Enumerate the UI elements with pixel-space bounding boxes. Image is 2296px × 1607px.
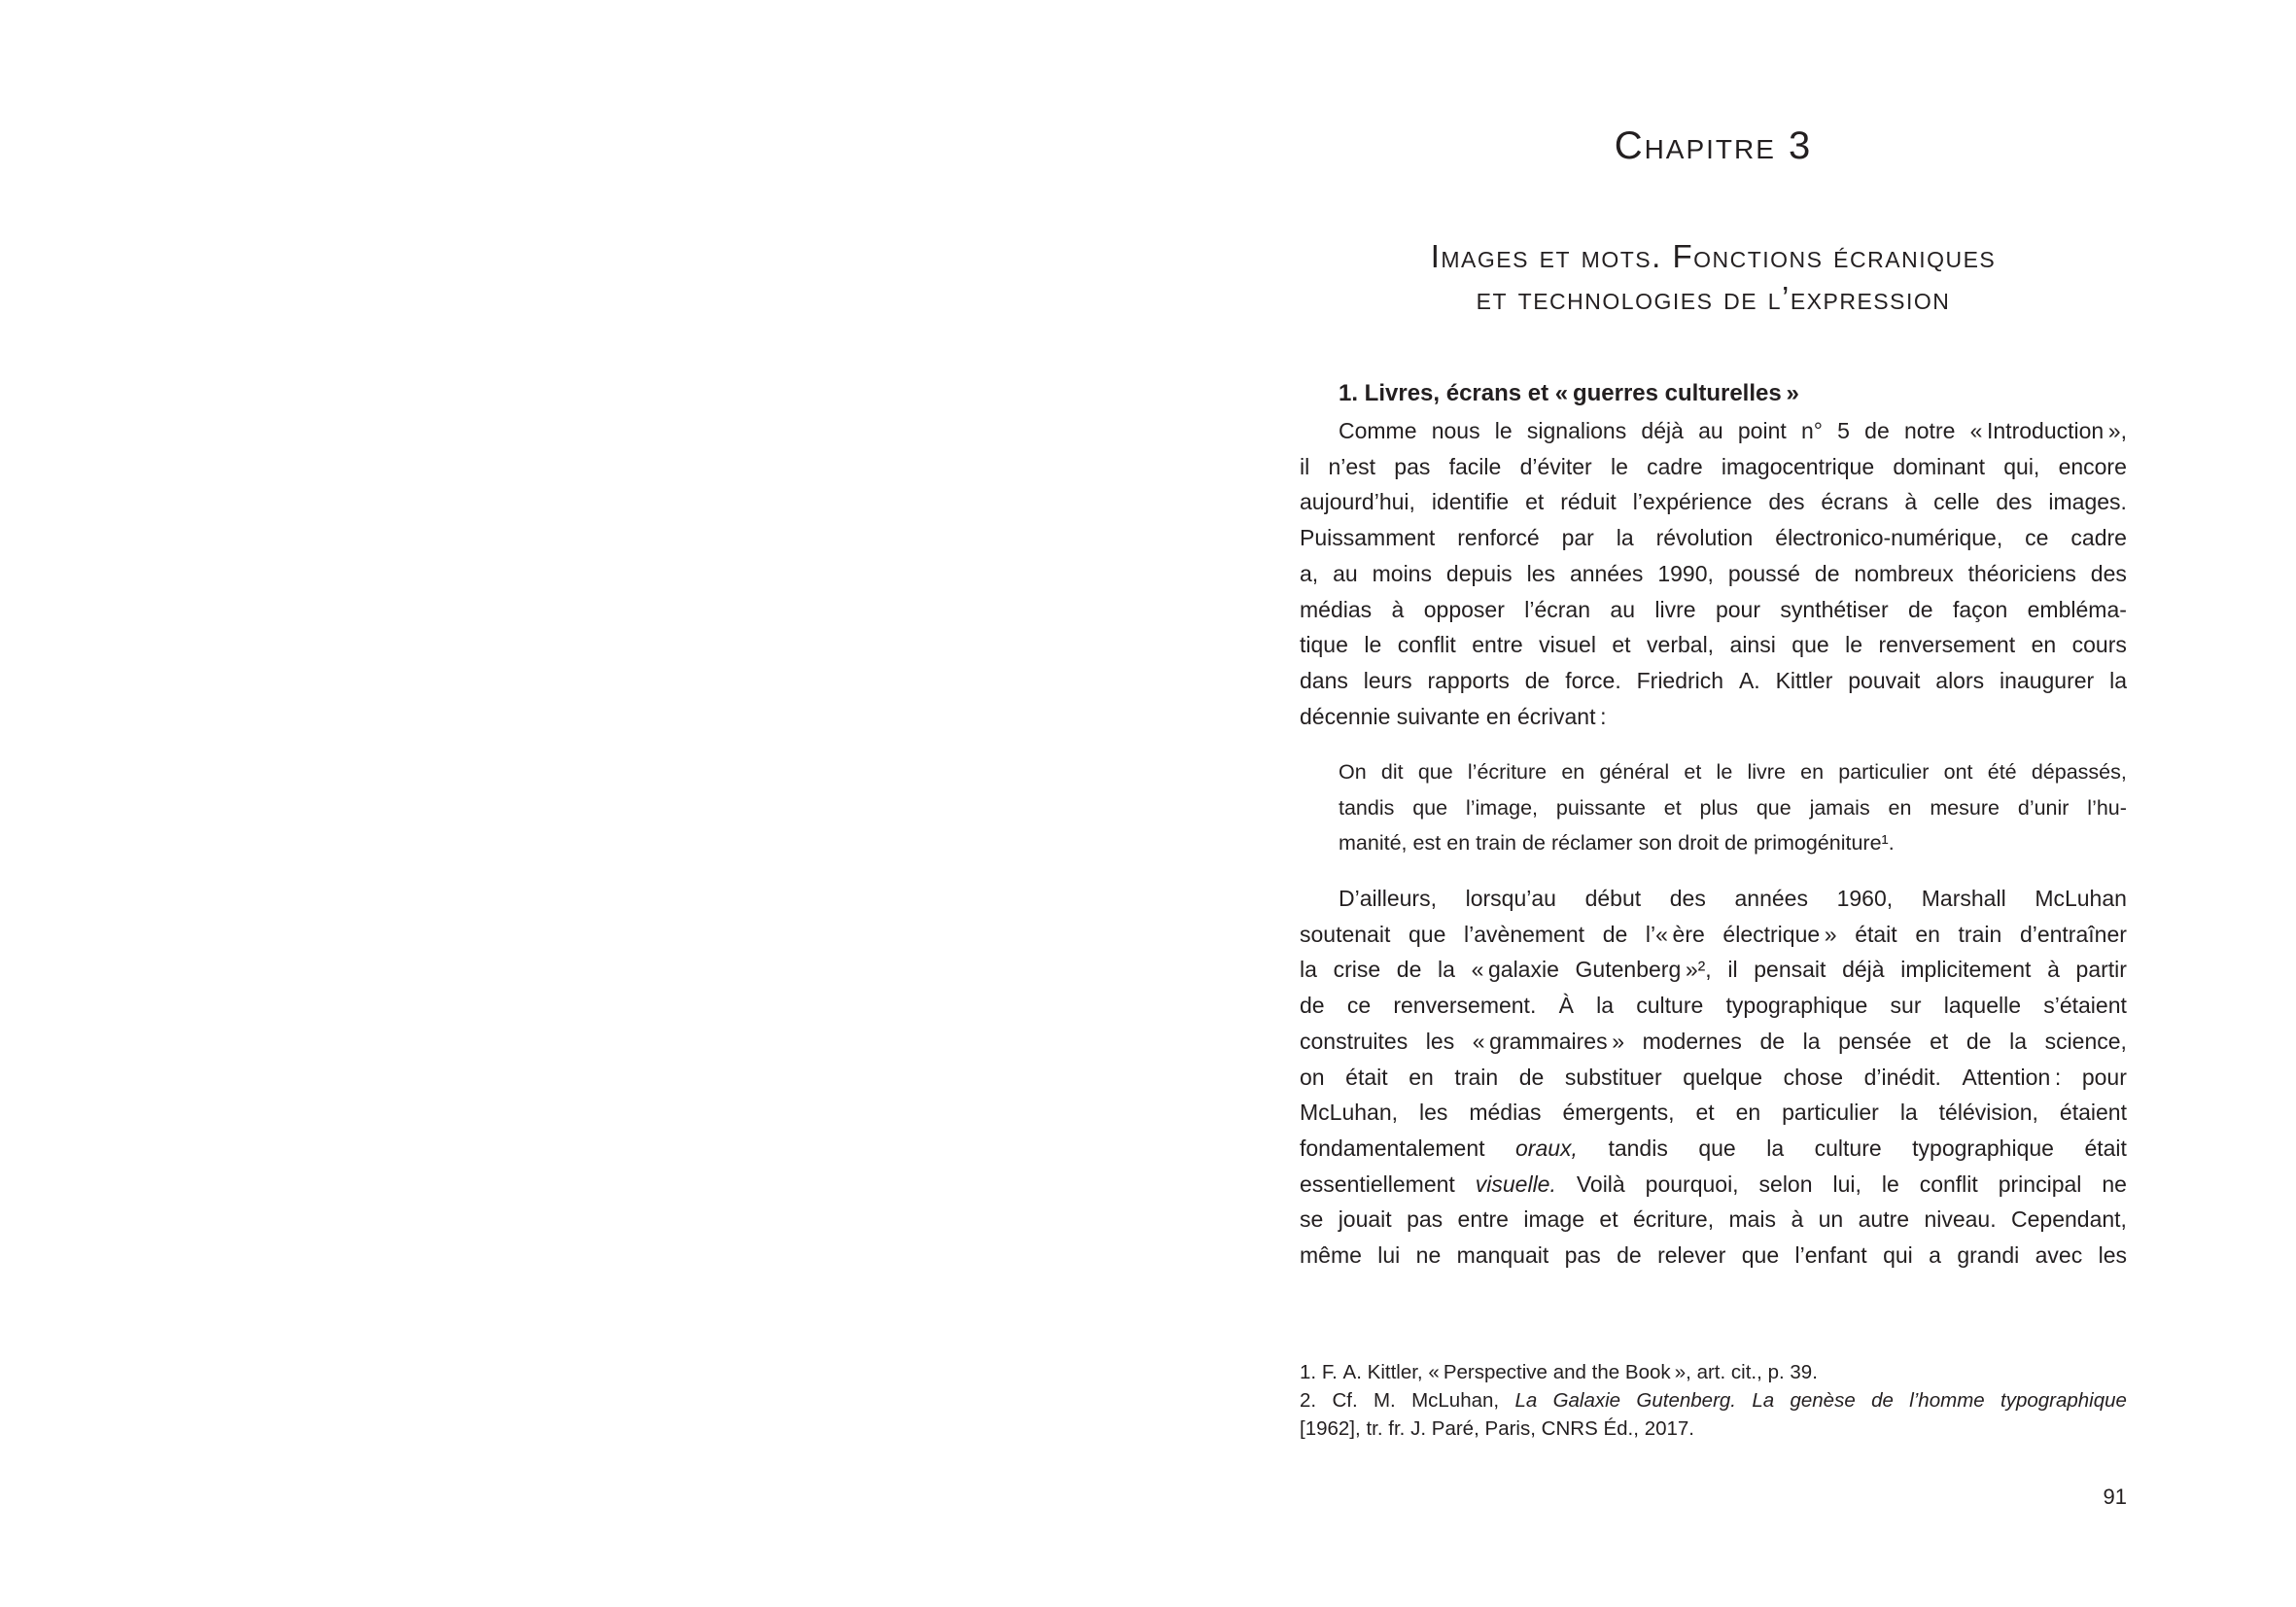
footnotes [1300, 1358, 2127, 1443]
text-line: On dit que l’écriture en général et le livre en particulier ont été dépassés, [1339, 760, 2127, 784]
chapter-title [1300, 235, 2127, 319]
text-line: même lui ne manquait pas de relever que l’enfant qui a grandi avec les [1300, 1242, 2127, 1269]
text-line: soutenait que l’avènement de l’« ère électrique » était en train d’entraîner [1300, 921, 2127, 947]
paragraph-1 [1300, 413, 2127, 734]
text-line: Puissamment renforcé par la révolution électronico-numérique, ce cadre [1300, 525, 2127, 551]
text-line: dans leurs rapports de force. Friedrich A. Kittler pouvait alors inaugurer la [1300, 667, 2127, 693]
text-line: on était en train de substituer quelque chose d’inédit. Attention : pour [1300, 1064, 2127, 1090]
text-line: a, au moins depuis les années 1990, poussé de nombreux théoriciens des [1300, 560, 2127, 586]
text-line: McLuhan, les médias émergents, et en particulier la télévision, étaient [1300, 1100, 2127, 1126]
text-line: décennie suivante en écrivant : [1300, 703, 1607, 729]
block-quote [1339, 754, 2127, 861]
text-line: tique le conflit entre visuel et verbal, ainsi que le renversement en cours [1300, 632, 2127, 658]
text-line: D’ailleurs, lorsqu’au début des années 1960, Marshall McLuhan [1339, 886, 2127, 911]
section-heading: 1. Livres, écrans et « guerres culturelles » [1339, 380, 1799, 406]
chapter-title-line2: et technologies de l’expression [1476, 280, 1951, 316]
chapter-title-line1: Images et mots. Fonctions écraniques [1430, 238, 1997, 274]
text-line: tandis que l’image, puissante et plus que jamais en mesure d’unir l’hu- [1339, 795, 2127, 820]
text-line: essentiellement visuelle. Voilà pourquoi, selon lui, le conflit principal ne [1300, 1170, 2127, 1197]
text-line: aujourd’hui, identifie et réduit l’expérience des écrans à celle des images. [1300, 489, 2127, 515]
text-line: 1. F. A. Kittler, « Perspective and the Book », art. cit., p. 39. [1300, 1361, 1818, 1383]
text-line: médias à opposer l’écran au livre pour synthétiser de façon embléma- [1300, 596, 2127, 622]
text-line: construites les « grammaires » modernes de la pensée et de la science, [1300, 1028, 2127, 1054]
text-line: manité, est en train de réclamer son droit de primogéniture¹. [1339, 831, 1895, 856]
text-line: fondamentalement oraux, tandis que la culture typographique était [1300, 1135, 2127, 1161]
paragraph-2 [1300, 881, 2127, 1274]
text-line: Comme nous le signalions déjà au point n° 5 de notre « Introduction », [1339, 418, 2127, 443]
chapter-label: Chapitre 3 [1614, 124, 1813, 167]
page-number: 91 [2103, 1485, 2127, 1509]
text-line: se jouait pas entre image et écriture, mais à un autre niveau. Cependant, [1300, 1206, 2127, 1233]
text-line: la crise de la « galaxie Gutenberg »², il pensait déjà implicitement à partir [1300, 957, 2127, 983]
footnote-2 [1300, 1386, 2127, 1443]
text-line: 2. Cf. M. McLuhan, La Galaxie Gutenberg. La genèse de l’homme typographique [1300, 1389, 2127, 1412]
footnote-1 [1300, 1358, 2127, 1386]
text-line: il n’est pas facile d’éviter le cadre imagocentrique dominant qui, encore [1300, 453, 2127, 479]
text-line: de ce renversement. À la culture typographique sur laquelle s’étaient [1300, 993, 2127, 1019]
text-line: [1962], tr. fr. J. Paré, Paris, CNRS Éd., 2017. [1300, 1417, 1694, 1440]
